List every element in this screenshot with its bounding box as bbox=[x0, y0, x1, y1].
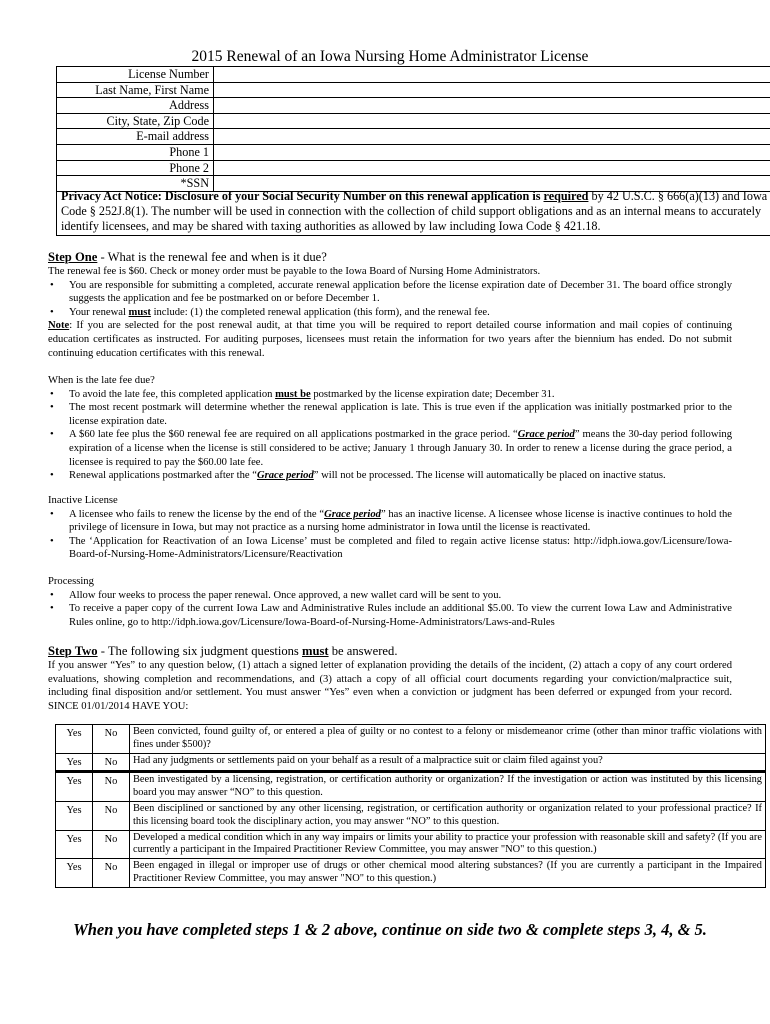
question-row bbox=[56, 830, 766, 859]
no-option[interactable]: No bbox=[93, 753, 130, 772]
info-row bbox=[57, 129, 770, 145]
no-option[interactable]: No bbox=[93, 772, 130, 802]
privacy-lead: Privacy Act Notice bbox=[61, 189, 158, 203]
yes-option[interactable]: Yes bbox=[56, 725, 93, 754]
note-paragraph: Note: If you are selected for the post renewal audit, at that time you will be required to report detailed course information and mail copies of continuing education certificates as instructed. For auditing purposes, licensees must retain the information for two years after the biennium has ended. Do not submit continuing education certificates with this renewal. bbox=[48, 320, 732, 359]
question-text: Developed a medical condition which in any way impairs or limits your ability to practice your profession with reasonable skill and safety? (If you are currently a participant in the Impaired Practitioner Review Committee, you may answer "NO" to this question.) bbox=[130, 830, 766, 859]
processing-section bbox=[48, 575, 732, 629]
question-text: Been disciplined or sanctioned by any other licensing, registration, or certification authority or organization related to your professional practice? If this licensing board took the disciplinary action, you may answer “NO” to this question. bbox=[130, 801, 766, 830]
yes-option[interactable]: Yes bbox=[56, 772, 93, 802]
info-label: License Number bbox=[57, 67, 214, 83]
yes-option[interactable]: Yes bbox=[56, 830, 93, 859]
list-item: • Allow four weeks to process the paper renewal. Once approved, a new wallet card will be sent to you. bbox=[48, 589, 732, 603]
question-row bbox=[56, 772, 766, 802]
question-text: Been convicted, found guilty of, or entered a plea of guilty or no contest to a felony or misdemeanor crime (other than minor traffic violations with fines under $500)? bbox=[130, 725, 766, 754]
step-one-bullets bbox=[48, 279, 732, 320]
yes-option[interactable]: Yes bbox=[56, 753, 93, 772]
question-text: Had any judgments or settlements paid on your behalf as a result of a malpractice suit or claim filed against you? bbox=[130, 753, 766, 772]
list-item: • You are responsible for submitting a completed, accurate renewal application before the license expiration date of December 31. The board office strongly suggests the application and fee be postmarked on or before December 1. bbox=[48, 279, 732, 306]
step-two-heading: Step Two - The following six judgment questions must be answered. bbox=[48, 644, 398, 658]
list-item: • To avoid the late fee, this completed application must be postmarked by the license expiration date; December 31. bbox=[48, 388, 732, 402]
info-input-field[interactable] bbox=[214, 160, 770, 176]
info-label: Last Name, First Name bbox=[57, 82, 214, 98]
privacy-bold-text: : Disclosure of your Social Security Number on this renewal application is bbox=[157, 189, 544, 203]
no-option[interactable]: No bbox=[93, 859, 130, 888]
privacy-required: required bbox=[543, 189, 589, 203]
late-fee-bullets bbox=[48, 388, 732, 483]
form-title: 2015 Renewal of an Iowa Nursing Home Administrator License bbox=[191, 48, 589, 65]
list-item: • The most recent postmark will determine whether the renewal application is late. This is true even if the application was initially postmarked prior to the license expiration date. bbox=[48, 401, 732, 428]
question-row bbox=[56, 753, 766, 772]
step-two-section bbox=[48, 644, 732, 713]
list-item: • A licensee who fails to renew the license by the end of the “Grace period” has an inactive license. A licensee whose license is inactive continues to hold the privilege of licensure in Iowa, but may not practice as a nursing home administrator in Iowa until the license is reactivated. bbox=[48, 508, 732, 535]
info-row bbox=[57, 160, 770, 176]
info-label: E-mail address bbox=[57, 129, 214, 145]
info-input-field[interactable] bbox=[214, 144, 770, 160]
inactive-heading: Inactive License bbox=[48, 495, 118, 506]
question-row bbox=[56, 859, 766, 888]
yes-option[interactable]: Yes bbox=[56, 859, 93, 888]
judgment-questions-table bbox=[55, 724, 766, 888]
info-input-field[interactable] bbox=[214, 129, 770, 145]
final-instruction: When you have completed steps 1 & 2 above, continue on side two & complete steps 3, 4, & 5. bbox=[73, 920, 707, 939]
licensee-info-table bbox=[56, 66, 770, 192]
no-option[interactable]: No bbox=[93, 801, 130, 830]
yes-option[interactable]: Yes bbox=[56, 801, 93, 830]
step-two-instructions: If you answer “Yes” to any question below, (1) attach a signed letter of explanation providing the details of the incident, (2) attach a copy of any court ordered evaluations, showing completion and recommendations, and (3) attach a copy of all official court documents regarding your conviction/malpractice suit, including final disposition and/or settlement. You must answer “Yes” even when a conviction or judgment has been deferred or expunged from your record. SINCE 01/01/2014 HAVE YOU: bbox=[48, 660, 732, 712]
info-row bbox=[57, 113, 770, 129]
fee-text: The renewal fee is $60. Check or money order must be payable to the Iowa Board of Nursing Home Administrators. bbox=[48, 266, 541, 277]
info-row bbox=[57, 144, 770, 160]
privacy-act-notice bbox=[56, 189, 770, 236]
step-one-label: Step One bbox=[48, 250, 98, 264]
info-label: Phone 1 bbox=[57, 144, 214, 160]
info-row bbox=[57, 67, 770, 83]
info-row bbox=[57, 98, 770, 114]
info-input-field[interactable] bbox=[214, 113, 770, 129]
info-input-field[interactable] bbox=[214, 82, 770, 98]
no-option[interactable]: No bbox=[93, 725, 130, 754]
question-row bbox=[56, 725, 766, 754]
info-row bbox=[57, 82, 770, 98]
step-one-section bbox=[48, 250, 732, 360]
no-option[interactable]: No bbox=[93, 830, 130, 859]
inactive-bullets bbox=[48, 508, 732, 562]
processing-bullets bbox=[48, 589, 732, 630]
question-text: Been engaged in illegal or improper use of drugs or other chemical mood altering substances? (If you are currently a participant in the Impaired Practitioner Review Committee, you may answer "NO" to this question.) bbox=[130, 859, 766, 888]
step-one-question: - What is the renewal fee and when is it due? bbox=[97, 250, 327, 264]
processing-heading: Processing bbox=[48, 576, 94, 587]
list-item: • Renewal applications postmarked after the “Grace period” will not be processed. The license will automatically be placed on inactive status. bbox=[48, 469, 732, 483]
step-one-heading bbox=[48, 250, 732, 265]
late-fee-section bbox=[48, 374, 732, 483]
info-label: City, State, Zip Code bbox=[57, 113, 214, 129]
list-item: • To receive a paper copy of the current Iowa Law and Administrative Rules include an additional $5.00. To view the current Iowa Law and Administrative Rules online, go to http://idph.iowa.gov/Licensure/Iowa-Board-of-Nursing-Home-Administrators/Laws-and-Rules bbox=[48, 602, 732, 629]
step-two-label: Step Two bbox=[48, 644, 98, 658]
privacy-rest: by 42 U.S.C. § 666(a)(13) and Iowa Code § 252J.8(1). The number will be used in connection with the collection of child support obligations and as an internal means to accurately identify licensees, and may be shared with taxing authorities as allowed by law including Iowa Code § 421.18. bbox=[61, 189, 768, 233]
inactive-license-section bbox=[48, 494, 732, 562]
list-item: • Your renewal must include: (1) the completed renewal application (this form), and the renewal fee. bbox=[48, 306, 732, 320]
info-input-field[interactable] bbox=[214, 98, 770, 114]
question-row bbox=[56, 801, 766, 830]
info-label: Address bbox=[57, 98, 214, 114]
info-input-field[interactable] bbox=[214, 67, 770, 83]
info-label: *SSN bbox=[57, 176, 214, 192]
list-item: • A $60 late fee plus the $60 renewal fee are required on all applications postmarked in the grace period. “Grace period” means the 30-day period following expiration of a license when the license is still considered to be active; January 1 through January 30. In order to renew a license during the grace period, a licensee is required to pay the $60.00 late fee. bbox=[48, 428, 732, 469]
info-label: Phone 2 bbox=[57, 160, 214, 176]
question-text: Been investigated by a licensing, registration, or certification authority or organization? If the investigation or action was instituted by this licensing board you may answer “NO” to this question. bbox=[130, 772, 766, 802]
list-item: • The ‘Application for Reactivation of an Iowa License’ must be completed and filed to regain active license status: http://idph.iowa.gov/Licensure/Iowa-Board-of-Nursing-Home-Administrators/Licensure/Reactivation bbox=[48, 535, 732, 562]
late-fee-heading: When is the late fee due? bbox=[48, 375, 155, 386]
